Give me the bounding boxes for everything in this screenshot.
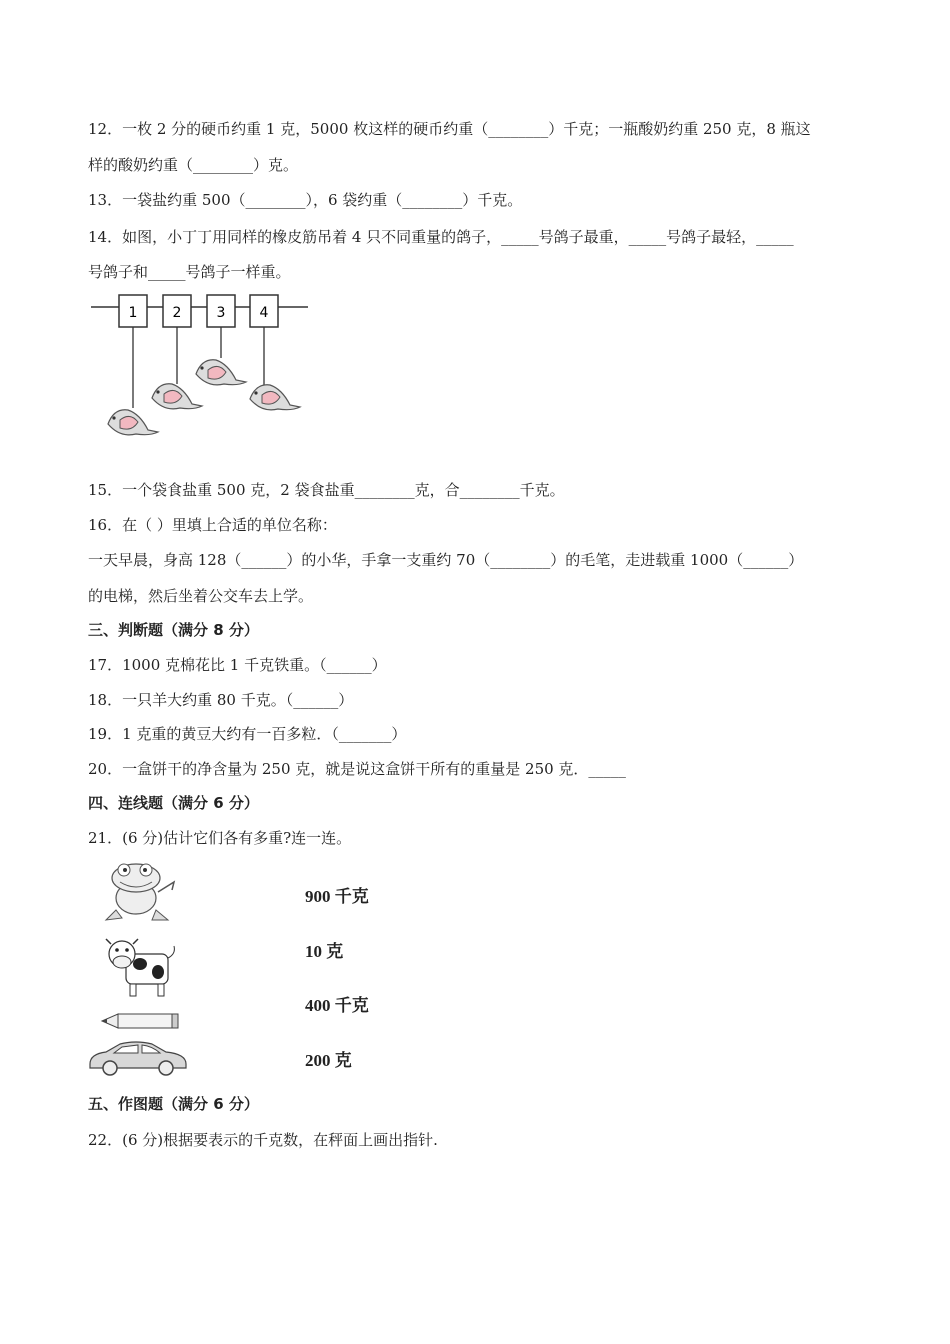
question-20: 20．一盒饼干的净含量为 250 克，就是说这盒饼干所有的重量是 250 克．_____ — [88, 760, 626, 778]
hook-box-1 — [119, 295, 147, 327]
question-14-line1: 14．如图，小丁丁用同样的橡皮筋吊着 4 只不同重量的鸽子，_____号鸽子最重，_____号鸽子最轻，_____ — [88, 228, 794, 246]
pigeon-icon-4 — [250, 385, 300, 410]
hook-box-4 — [250, 295, 278, 327]
hook-label-2: 2 — [172, 305, 182, 321]
hook-label-3: 3 — [216, 305, 226, 321]
pencil-icon — [100, 1009, 182, 1031]
frog-icon — [102, 860, 182, 926]
hook-box-3 — [207, 295, 235, 327]
match-option-900kg: 900 千克 — [305, 887, 369, 906]
question-14-line2: 号鸽子和_____号鸽子一样重。 — [88, 263, 291, 281]
section-heading-drawing: 五、作图题（满分 6 分） — [88, 1095, 259, 1113]
question-16-line3: 的电梯，然后坐着公交车去上学。 — [88, 587, 314, 605]
cow-icon — [102, 936, 182, 1002]
match-option-10g: 10 克 — [305, 942, 344, 961]
pigeon-icon-1 — [108, 410, 158, 435]
pigeon-icon-3 — [196, 360, 246, 385]
question-17: 17．1000 克棉花比 1 千克铁重。（______） — [88, 656, 387, 674]
question-16-line1: 16．在（ ）里填上合适的单位名称： — [88, 516, 337, 534]
question-12-line1: 12．一枚 2 分的硬币约重 1 克，5000 枚这样的硬币约重（________）千克；一瓶酸奶约重 250 克，8 瓶这 — [88, 120, 811, 138]
match-option-400kg: 400 千克 — [305, 996, 369, 1015]
hook-label-1: 1 — [128, 305, 138, 321]
question-13: 13．一袋盐约重 500（________），6 袋约重（________）千克。 — [88, 191, 523, 209]
question-15: 15．一个袋食盐重 500 克，2 袋食盐重________克，合________千克。 — [88, 481, 565, 499]
match-option-200g: 200 克 — [305, 1051, 352, 1070]
question-12-line2: 样的酸奶约重（________）克。 — [88, 156, 299, 174]
pigeon-icon-2 — [152, 384, 202, 409]
section-heading-judgment: 三、判断题（满分 8 分） — [88, 621, 259, 639]
question-16-line2: 一天早晨，身高 128（______）的小华，手拿一支重约 70（________）的毛笔，走进载重 1000（______） — [88, 551, 804, 569]
hook-label-4: 4 — [259, 305, 269, 321]
question-21: 21．(6 分)估计它们各有多重?连一连。 — [88, 829, 352, 847]
question-18: 18．一只羊大约重 80 千克。（______） — [88, 691, 354, 709]
car-icon — [86, 1040, 190, 1076]
hook-box-2 — [163, 295, 191, 327]
pigeon-hanging-figure — [88, 290, 318, 450]
question-19: 19．1 克重的黄豆大约有一百多粒．（_______） — [88, 725, 407, 743]
section-heading-matching: 四、连线题（满分 6 分） — [88, 794, 259, 812]
question-22: 22．(6 分)根据要表示的千克数，在秤面上画出指针. — [88, 1131, 438, 1149]
